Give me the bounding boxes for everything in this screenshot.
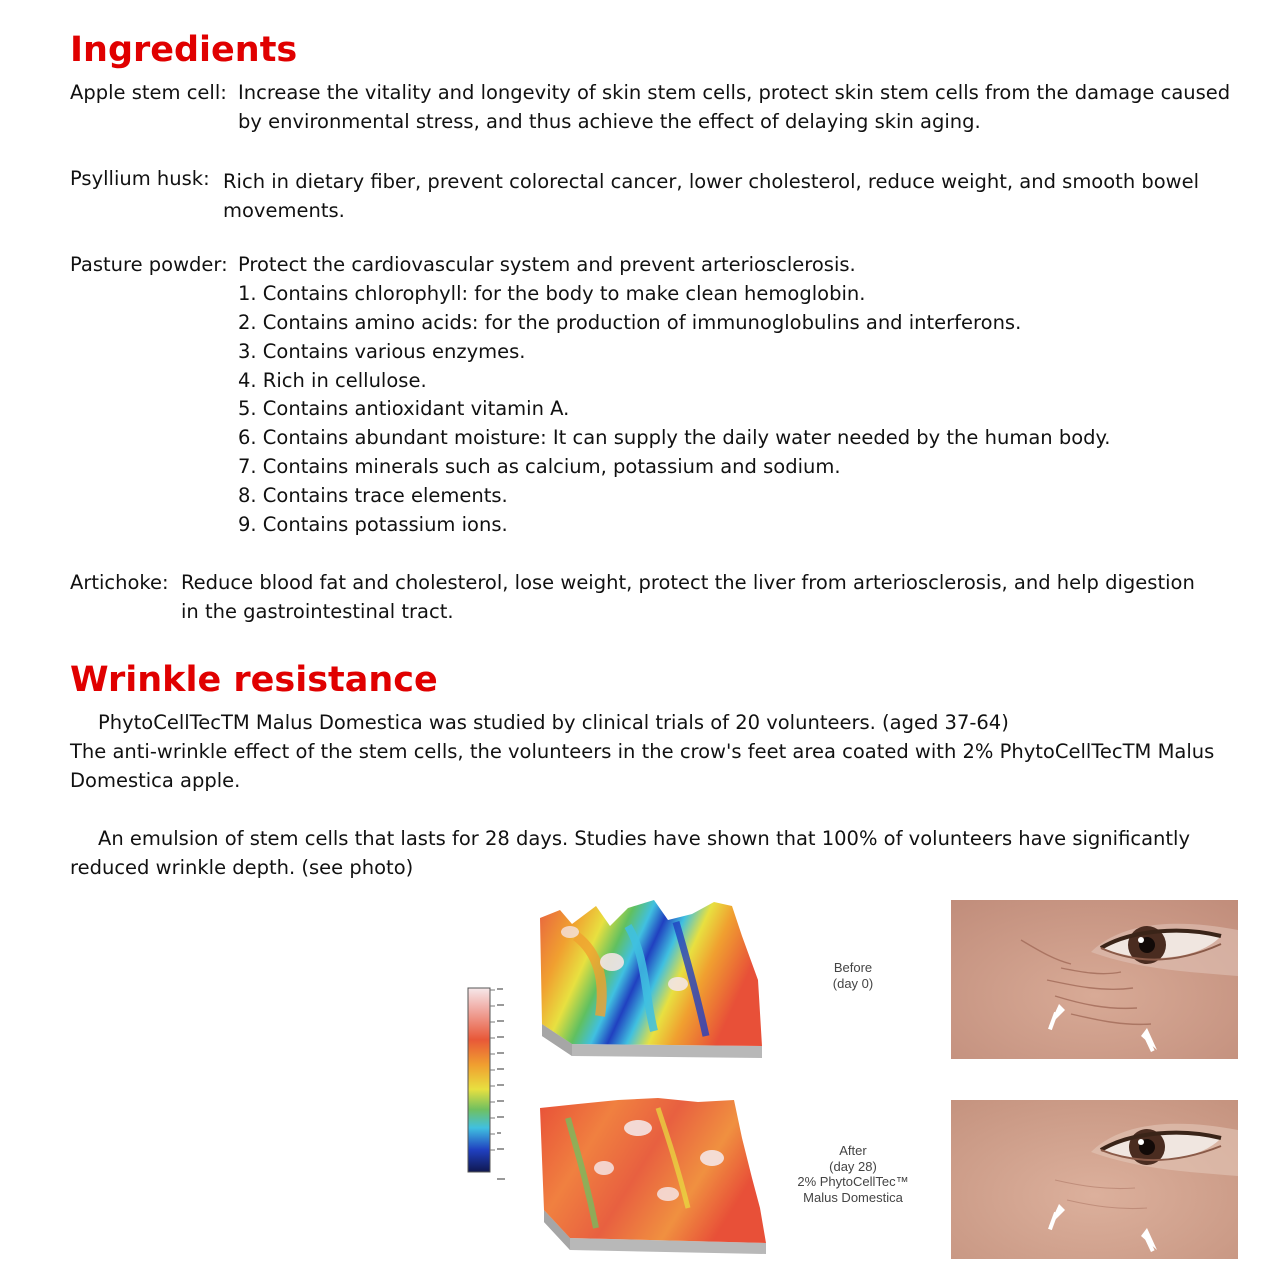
wrinkle-p1-line3: Domestica apple.: [70, 769, 241, 792]
pasture-item: 9. Contains potassium ions.: [238, 513, 508, 536]
apple-text-line1: Increase the vitality and longevity of skin stem cells, protect skin stem cells from the damage caused: [238, 81, 1231, 104]
psyllium-text-line2: movements.: [223, 199, 345, 222]
apple-label: Apple stem cell:: [70, 81, 227, 104]
after-label-line: Malus Domestica: [803, 1189, 903, 1205]
pasture-item: 7. Contains minerals such as calcium, potassium and sodium.: [238, 455, 841, 478]
pasture-item: 5. Contains antioxidant vitamin A.: [238, 397, 570, 420]
pasture-item: 3. Contains various enzymes.: [238, 340, 526, 363]
wrinkle-p2-line2: reduced wrinkle depth. (see photo): [70, 856, 414, 879]
after-label-line: After: [839, 1143, 867, 1158]
artichoke-text-line1: Reduce blood fat and cholesterol, lose weight, protect the liver from arteriosclerosis, and help digestion: [181, 571, 1195, 594]
wrinkle-p2-line1: An emulsion of stem cells that lasts for 28 days. Studies have shown that 100% of volunteers have significantly: [98, 827, 1190, 850]
wrinkle-p1-line2: The anti-wrinkle effect of the stem cells, the volunteers in the crow's feet area coated with 2% PhytoCellTecTM Malus: [70, 740, 1215, 763]
artichoke-text-line2: in the gastrointestinal tract.: [181, 600, 454, 623]
pasture-item: 6. Contains abundant moisture: It can supply the daily water needed by the human body.: [238, 426, 1111, 449]
before-label-line: Before: [833, 960, 873, 975]
after-label-line: 2% PhytoCellTec™: [797, 1174, 909, 1189]
pasture-item: 1. Contains chlorophyll: for the body to make clean hemoglobin.: [238, 282, 866, 305]
pasture-label: Pasture powder:: [70, 253, 228, 276]
after-label-line: (day 28): [829, 1158, 877, 1174]
topography-before: [536, 896, 764, 1058]
eye-photo-before: [951, 900, 1238, 1059]
pasture-item: 8. Contains trace elements.: [238, 484, 508, 507]
wrinkle-heading: Wrinkle resistance: [70, 660, 438, 700]
eye-photo-after: [951, 1100, 1238, 1259]
artichoke-label: Artichoke:: [70, 571, 169, 594]
pasture-item: 4. Rich in cellulose.: [238, 369, 427, 392]
color-scale-bar: [462, 982, 522, 1187]
wrinkle-p1-line1: PhytoCellTecTM Malus Domestica was studied by clinical trials of 20 volunteers. (aged 37-64): [98, 711, 1009, 734]
psyllium-text-line1: Rich in dietary fiber, prevent colorectal cancer, lower cholesterol, reduce weight, and smooth bowel: [223, 170, 1200, 193]
before-label-line: (day 0): [832, 975, 874, 991]
before-label: [818, 960, 888, 991]
psyllium-label: Psyllium husk:: [70, 167, 210, 190]
pasture-item: 2. Contains amino acids: for the production of immunoglobulins and interferons.: [238, 311, 1022, 334]
apple-text-line2: by environmental stress, and thus achieve the effect of delaying skin aging.: [238, 110, 981, 133]
pasture-intro: Protect the cardiovascular system and prevent arteriosclerosis.: [238, 253, 856, 276]
topography-after: [538, 1098, 766, 1258]
after-label: [783, 1143, 923, 1205]
ingredients-heading: Ingredients: [70, 30, 298, 70]
